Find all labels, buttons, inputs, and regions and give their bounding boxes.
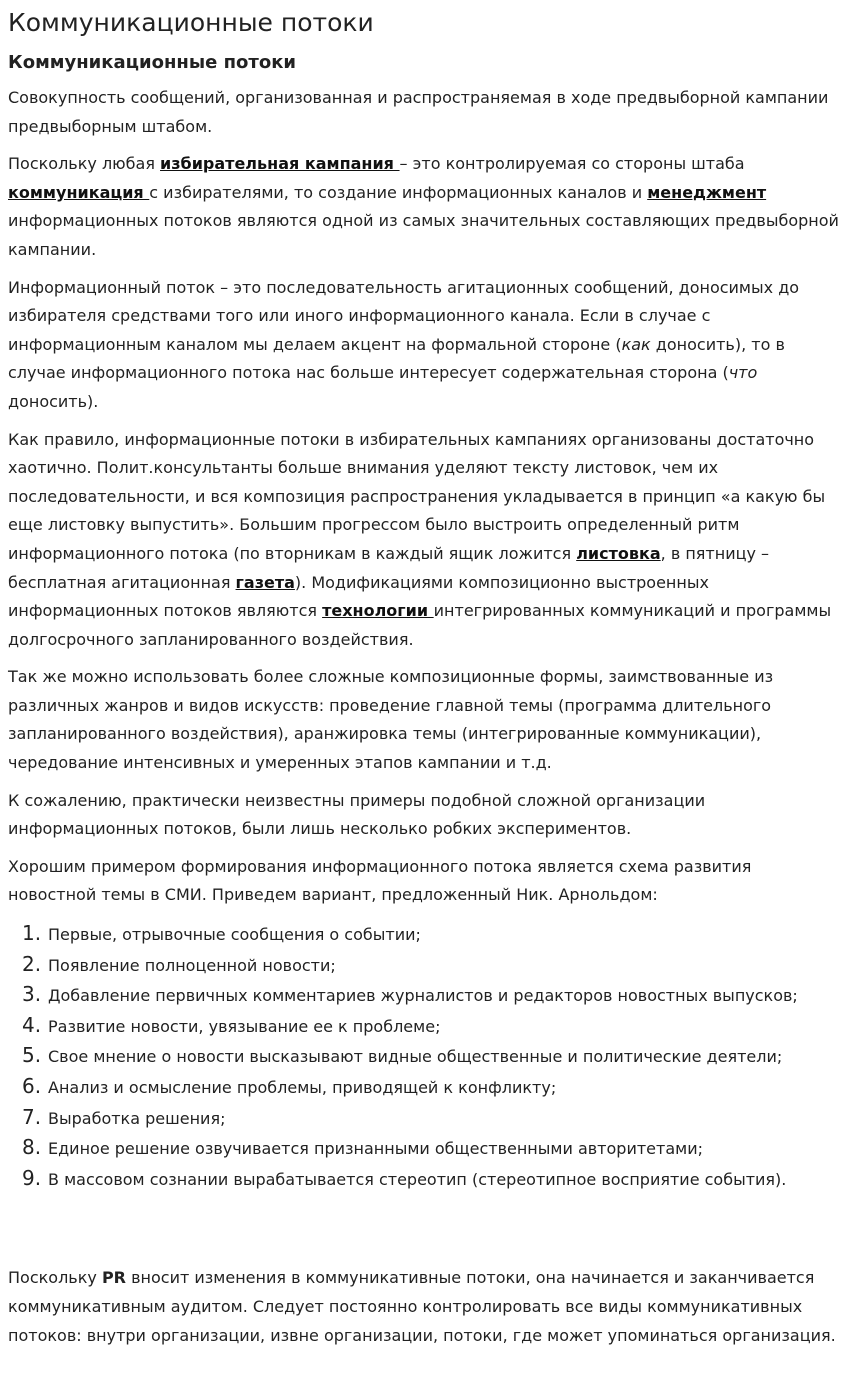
emphasis-how: как bbox=[621, 334, 651, 354]
text-span: ). Модификациями композиционно выстроенных информационных потоков являются bbox=[8, 572, 709, 621]
complex-forms-paragraph: Так же можно использовать более сложные композиционные формы, заимствованные из различных жанров и видов искусств: проведение главной темы (программа длительного запланированного воздействия), аранжировка темы (интегрированные коммуникации), чередование интенсивных и умеренных этапов кампании и т.д. bbox=[8, 667, 774, 773]
text-span: вносит изменения в коммуникативные потоки, она начинается и заканчивается коммуникативным аудитом. Следует постоянно контролировать все виды коммуникативных потоков: внутри организации, извне организации, потоки, где может упоминаться организация. bbox=[8, 1268, 836, 1345]
campaign-paragraph bbox=[8, 150, 839, 264]
link-newspaper[interactable]: газета bbox=[235, 572, 295, 592]
text-span: доносить). bbox=[8, 391, 99, 411]
link-communication[interactable]: коммуникация bbox=[8, 182, 150, 202]
list-item: Появление полноценной новости; bbox=[48, 955, 336, 975]
link-election-campaign[interactable]: избирательная кампания bbox=[160, 154, 400, 174]
text-span: информационных потоков являются одной из самых значительных составляющих предвыборной кампании. bbox=[8, 211, 839, 259]
regret-paragraph: К сожалению, практически неизвестны примеры подобной сложной организации информационных потоков, были лишь несколько робких экспериментов. bbox=[8, 790, 706, 839]
text-span: доносить), то в случае информационного потока нас больше интересует содержательная сторона ( bbox=[8, 334, 785, 383]
chaos-paragraph bbox=[8, 426, 839, 655]
text-span: Как правило, информационные потоки в избирательных кампаниях организованы достаточно хаотично. Полит.консультанты больше внимания уделяют тексту листовок, чем их последовательности, и вся композиция распространения укладывается в принцип «а какую бы еще листовку выпустить». Большим прогрессом было выстроить определенный ритм информационного потока (по вторникам в каждый ящик ложится bbox=[8, 429, 826, 563]
link-leaflet[interactable]: листовка bbox=[576, 543, 661, 563]
list-item: В массовом сознании вырабатывается стереотип (стереотипное восприятие события). bbox=[48, 1169, 787, 1189]
list-item: Единое решение озвучивается признанными общественными авторитетами; bbox=[48, 1139, 703, 1159]
section-title: Коммуникационные потоки bbox=[8, 52, 297, 73]
emphasis-what: что bbox=[728, 363, 758, 383]
text-span: , в пятницу – бесплатная агитационная bbox=[8, 543, 770, 592]
text-span: интегрированных коммуникаций и программы долгосрочного запланированного воздействия. bbox=[8, 601, 832, 649]
link-technologies[interactable]: технологии bbox=[322, 601, 434, 621]
text-span: – это контролируемая со стороны штаба bbox=[399, 154, 745, 174]
text-span: Поскольку любая bbox=[8, 154, 161, 174]
text-span: с избирателями, то создание информационных каналов и bbox=[149, 182, 648, 202]
info-flow-paragraph bbox=[8, 274, 839, 417]
text-span: Информационный поток – это последовательность агитационных сообщений, доносимых до избирателя средствами того или иного информационного канала. Если в случае с информационным каналом мы делаем акцент на формальной стороне ( bbox=[8, 277, 800, 354]
list-item: Развитие новости, увязывание ее к проблеме; bbox=[48, 1016, 441, 1036]
list-item: Выработка решения; bbox=[48, 1108, 226, 1128]
text-span: Поскольку bbox=[8, 1268, 102, 1288]
spacer bbox=[8, 1194, 839, 1264]
list-item: Свое мнение о новости высказывают видные общественные и политические деятели; bbox=[48, 1047, 783, 1067]
example-paragraph: Хорошим примером формирования информационного потока является схема развития новостной темы в СМИ. Приведем вариант, предложенный Ник. Арнольдом: bbox=[8, 856, 752, 905]
page-title: Коммуникационные потоки bbox=[8, 8, 374, 37]
list-item: Анализ и осмысление проблемы, приводящей к конфликту; bbox=[48, 1078, 557, 1097]
link-management[interactable]: менеджмент bbox=[647, 182, 767, 202]
list-item: Добавление первичных комментариев журналистов и редакторов новостных выпусков; bbox=[48, 986, 798, 1006]
pr-bold: PR bbox=[101, 1268, 126, 1288]
news-stages-list bbox=[8, 919, 839, 1194]
pr-paragraph bbox=[8, 1264, 839, 1350]
list-item: Первые, отрывочные сообщения о событии; bbox=[48, 925, 421, 945]
definition-paragraph: Совокупность сообщений, организованная и распространяемая в ходе предвыборной кампании предвыборным штабом. bbox=[8, 88, 829, 136]
